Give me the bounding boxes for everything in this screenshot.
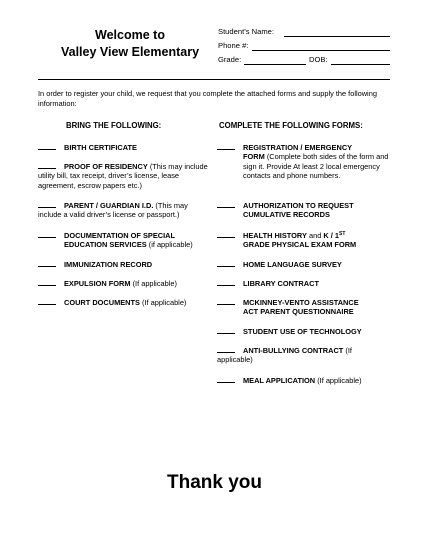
grade-line	[244, 64, 306, 65]
checklist-health-history: HEALTH HISTORY and K / 1ST GRADE PHYSICAL EXAM FORM	[217, 230, 397, 250]
phone-label: Phone #:	[218, 41, 249, 50]
student-name-label: Student’s Name:	[218, 27, 275, 36]
check-blank	[217, 297, 235, 305]
checklist-proof-of-residency: PROOF OF RESIDENCY (This may include utility bill, tax receipt, driver’s license, lease agreement, escrow papers etc.)	[38, 162, 208, 190]
header-divider	[38, 79, 390, 80]
check-blank	[217, 230, 235, 238]
check-blank	[38, 230, 56, 238]
checklist-court-documents: COURT DOCUMENTS (If applicable)	[38, 297, 208, 307]
checklist-meal-application: MEAL APPLICATION (If applicable)	[217, 375, 392, 385]
check-blank	[38, 200, 56, 208]
check-blank	[38, 278, 56, 286]
grade-label: Grade:	[218, 55, 242, 64]
check-blank	[217, 345, 235, 353]
checklist-parent-guardian-id: PARENT / GUARDIAN I.D. (This may include a valid driver’s license or passport.)	[38, 201, 188, 220]
checklist-cumulative-records: AUTHORIZATION TO REQUEST CUMULATIVE RECORDS	[217, 200, 392, 220]
checklist-library-contract: LIBRARY CONTRACT	[217, 278, 392, 288]
left-column-heading: BRING THE FOLLOWING:	[66, 121, 162, 130]
check-blank	[38, 161, 56, 169]
right-column-heading: COMPLETE THE FOLLOWING FORMS:	[219, 121, 363, 130]
check-blank	[217, 278, 235, 286]
checklist-student-use-of-technology: STUDENT USE OF TECHNOLOGY	[217, 326, 392, 336]
check-blank	[38, 259, 56, 267]
check-blank	[217, 326, 235, 334]
checklist-immunization-record: IMMUNIZATION RECORD	[38, 259, 208, 269]
check-blank	[38, 297, 56, 305]
check-blank	[38, 142, 56, 150]
dob-label: DOB:	[309, 55, 328, 64]
thank-you-text: Thank you	[167, 472, 263, 493]
title-welcome: Welcome to	[95, 28, 165, 42]
checklist-birth-certificate: BIRTH CERTIFICATE	[38, 142, 208, 152]
checklist-home-language-survey: HOME LANGUAGE SURVEY	[217, 259, 392, 269]
check-blank	[217, 375, 235, 383]
phone-line	[252, 50, 390, 51]
intro-text: In order to register your child, we request that you complete the attached forms and supply the following information:	[38, 89, 377, 108]
dob-line	[331, 64, 390, 65]
checklist-expulsion-form: EXPULSION FORM (If applicable)	[38, 278, 208, 288]
checklist-registration-emergency-form: REGISTRATION / EMERGENCY FORM (Complete both sides of the form and sign it. Provide At least 2 local emergency contacts and phone numbers.	[217, 142, 392, 181]
checklist-mckinney-vento: MCKINNEY-VENTO ASSISTANCE ACT PARENT QUESTIONNAIRE	[217, 297, 397, 317]
check-blank	[217, 142, 235, 150]
student-name-line	[284, 36, 390, 37]
checklist-special-education: DOCUMENTATION OF SPECIAL EDUCATION SERVICES (if applicable)	[38, 230, 213, 250]
check-blank	[217, 200, 235, 208]
check-blank	[217, 259, 235, 267]
title-school-name: Valley View Elementary	[60, 45, 200, 59]
checklist-anti-bullying-contract: ANTI-BULLYING CONTRACT (If applicable)	[217, 346, 352, 365]
